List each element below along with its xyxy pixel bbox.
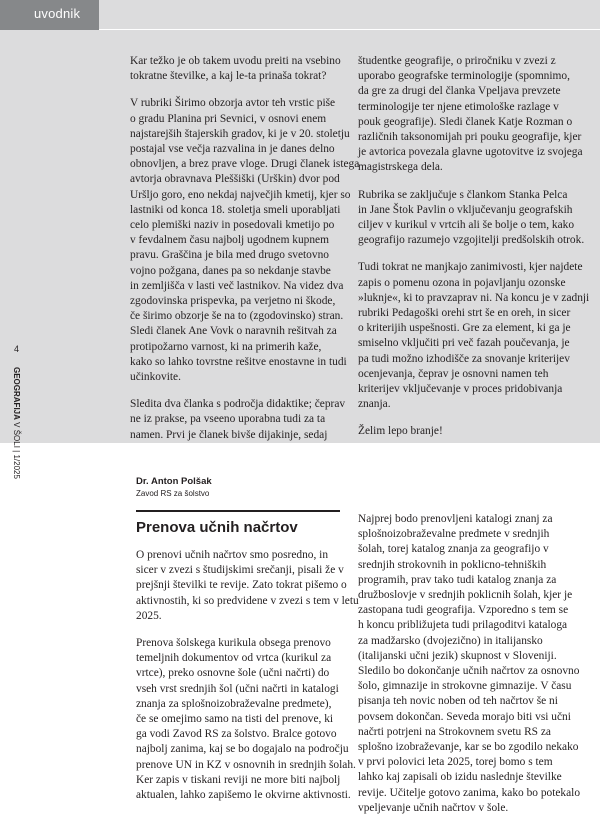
- journal-name: GEOGRAFIJA: [12, 367, 21, 420]
- section-tab-label: uvodnik: [34, 6, 81, 21]
- article-affiliation: Zavod RS za šolstvo: [136, 489, 210, 498]
- text-line: lahko kaj zapisali ob izidu naslednje številke: [358, 771, 562, 784]
- text-line: programih, prav tako tudi katalog znanja za: [358, 573, 557, 586]
- text-line: ciljev v kurikul v vrtcih ali še bolje o tem, kako: [358, 219, 575, 232]
- text-line: kako so lahko tovrstne rešitve enostavne in tudi: [130, 355, 347, 368]
- text-line: 2025.: [136, 609, 162, 622]
- text-line: kriterijev vključevanje v proces pridobivanja: [358, 383, 563, 396]
- text-line: splošnoizobraževalne predmete v srednjih: [358, 528, 550, 541]
- text-line: najbolj zanima, kaj se bo dogajalo na področju: [136, 743, 349, 756]
- text-line: znanja.: [358, 398, 391, 411]
- text-line: srednjih strokovnih in poklicno-tehniških: [358, 558, 547, 571]
- text-line: smiselno vključiti pri več fazah poučevanja, je: [358, 337, 570, 350]
- text-line: če se omejimo samo na tisti del prenove, ki: [136, 713, 334, 726]
- text-line: Najprej bodo prenovljeni katalogi znanj za: [358, 513, 553, 525]
- text-line: V rubriki Širimo obzorja avtor teh vrstic piše: [130, 97, 336, 110]
- text-line: o kriterijih uspešnosti. Gre za element, ki ga je: [358, 322, 571, 335]
- text-line: pa tudi možno izhodišče za snovanje kriterijev: [358, 352, 570, 365]
- paragraph: [130, 397, 346, 443]
- text-line: aktivnostih, ki so predvidene v zvezi s tem v letu: [136, 594, 359, 607]
- text-line: Tudi tokrat ne manjkajo zanimivosti, kjer najdete: [358, 261, 583, 274]
- text-line: O prenovi učnih načrtov smo posredno, in: [136, 549, 329, 561]
- article-left-column: [136, 548, 359, 815]
- text-line: zgodovinska prispevka, pa verjetno ni škode,: [130, 295, 336, 308]
- article-title: Prenova učnih načrtov: [136, 519, 298, 536]
- text-line: Želim lepo branje!: [358, 425, 443, 438]
- text-line: revije. Učitelje gotovo zanima, kako bo potekalo: [358, 786, 581, 799]
- text-line: da gre za drugi del članka Vpeljava prevzete: [358, 85, 561, 98]
- text-line: sicer v zvezi s študijskimi srečanji, pisali že v: [136, 564, 344, 577]
- article-right-column: [358, 512, 581, 828]
- text-line: splošno izobraževanje, kar se bo zgodilo nekako: [358, 741, 579, 754]
- text-line: temeljnih dokumentov od vrtca (kurikul za: [136, 652, 332, 665]
- text-line: geografijo razumejo vzgojitelji predšolskih otrok.: [358, 234, 585, 247]
- text-line: lastniki od konca 18. stoletja smeli uporabljati: [130, 203, 341, 216]
- text-line: vpeljevanje učnih načrtov v šole.: [358, 801, 509, 814]
- text-line: magistrskega dela.: [358, 161, 443, 174]
- paragraph: [358, 54, 583, 176]
- text-line: pouk geografije). Sledi članek Katje Rozman o: [358, 115, 573, 128]
- paragraph: [130, 96, 360, 385]
- text-line: pisanja teh novic noben od teh načrtov še ni: [358, 695, 558, 708]
- section-tab: [0, 0, 99, 30]
- text-line: terminologije ter njene etimološke razlage v: [358, 100, 559, 113]
- title-rule: [136, 510, 340, 512]
- text-line: postajal vse večja razvalina in je danes delno: [130, 143, 335, 156]
- text-line: Uršljo goro, eno nekdaj največjih kmetij, kjer so: [130, 188, 351, 201]
- text-line: najstarejših štajerskih gradov, ki je v 20. stoletju: [130, 127, 350, 140]
- article-author: Dr. Anton Polšak: [136, 476, 212, 487]
- text-line: uporabo geografske terminologije (spomnimo,: [358, 70, 570, 83]
- text-line: Ker zapis v tiskani reviji ne more biti najbolj: [136, 773, 341, 786]
- paragraph: [358, 260, 590, 412]
- text-line: Sledita dva članka s področja didaktike; čeprav: [130, 398, 346, 411]
- text-line: avtorja obravnava Pleššiški (Urškin) dvor pod: [130, 173, 340, 186]
- text-line: in Jane Štok Pavlin o vključevanju geografskih: [358, 203, 573, 216]
- text-line: tokratne številke, a kaj le-ta prinaša tokrat?: [130, 70, 327, 83]
- text-line: celo plemiški naziv in posedovali kmetijo po: [130, 219, 335, 232]
- text-line: šolah, torej katalog znanja za geografijo v: [358, 543, 549, 556]
- text-line: o gradu Planina pri Sevnici, v osnovi enem: [130, 112, 327, 125]
- text-line: načrti potrjeni na Strokovnem svetu RS za: [358, 725, 551, 738]
- text-line: znanja za splošnoizobraževalne predmete),: [136, 697, 332, 710]
- text-line: zastopana tudi geografija. Vzporedno s tem se: [358, 604, 569, 617]
- text-line: »luknje«, ki to pravzaprav ni. Na koncu je v zadnji: [358, 291, 590, 304]
- paragraph: [136, 636, 356, 803]
- journal-issue: V ŠOLI | 1/2025: [12, 419, 21, 479]
- text-line: družboslovje v srednjih poklicnih šolah, kjer je: [358, 589, 573, 602]
- editorial-left-column: [130, 54, 360, 455]
- paragraph: [358, 424, 566, 439]
- text-line: namen. Prvi je članek bivše dijakinje, sedaj: [130, 428, 328, 441]
- text-line: za madžarsko (dvojezično) in italijansko: [358, 634, 543, 647]
- text-line: šolo, gimnazije in strokovne gimnazije. V času: [358, 680, 572, 693]
- text-line: različnih taksonomijah pri pouku geografije, kjer: [358, 131, 582, 144]
- text-line: pravu. Graščina je bila med drugo svetovno: [130, 249, 329, 262]
- text-line: vojno požgana, danes pa so nekdanje stavbe: [130, 264, 331, 277]
- text-line: (italijanski učni jezik) skupnost v Sloveniji.: [358, 649, 557, 662]
- text-line: ne iz prakse, pa vseeno uporabna tudi za ta: [130, 413, 326, 426]
- paragraph: [358, 512, 581, 816]
- text-line: in zemljišča v lasti več lastnikov. Na videz dva: [130, 279, 344, 292]
- text-line: zapis o pomenu ozona in pojavljanju ozonske: [358, 276, 566, 289]
- text-line: ocenjevanja, čeprav je osnovni namen teh: [358, 367, 549, 380]
- text-line: povsem dokončan. Seveda morajo biti vsi učni: [358, 710, 571, 723]
- text-line: protipožarno varnost, ki na primerih kaže,: [130, 340, 322, 353]
- journal-running-head: [12, 367, 21, 479]
- text-line: je avtorica povezala glavne ugotovitve iz svojega: [358, 146, 583, 159]
- editorial-right-column: [358, 54, 590, 452]
- text-line: študentke geografije, o priročniku v zvezi z: [358, 55, 556, 67]
- paragraph: [136, 548, 359, 624]
- text-line: ga vodi Zavod RS za šolstvo. Bralce gotovo: [136, 728, 337, 741]
- text-line: vseh vrst srednjih šol (učni načrti in katalogi: [136, 682, 339, 695]
- text-line: obnovljen, a brez prave vloge. Drugi članek istega: [130, 158, 360, 171]
- text-line: Sledilo bo dokončanje učnih načrtov za osnovno: [358, 665, 580, 678]
- text-line: prenove UN in KZ v osnovnih in srednjih šolah.: [136, 758, 356, 771]
- text-line: h koncu približujeta tudi prilagoditvi kataloga: [358, 619, 568, 632]
- text-line: učinkovite.: [130, 371, 181, 384]
- text-line: Rubrika se zaključuje s člankom Stanka Pelca: [358, 188, 568, 201]
- text-line: rubriki Pedagoški orehi strt še en oreh, in sicer: [358, 307, 571, 320]
- header-rule: [99, 29, 600, 30]
- paragraph: [130, 54, 341, 84]
- text-line: Prenova šolskega kurikula obsega prenovo: [136, 637, 331, 650]
- text-line: Sledi članek Ane Vovk o naravnih rešitvah za: [130, 325, 337, 338]
- text-line: v fevdalnem času najbolj ugodnem kupnem: [130, 234, 329, 247]
- page-number: 4: [14, 344, 20, 354]
- text-line: če širimo obzorje še na to (zgodovinsko) stran.: [130, 310, 344, 323]
- text-line: v prvi polovici leta 2025, torej bomo s tem: [358, 756, 553, 769]
- text-line: aktualen, lahko zapišemo le okvirne aktivnosti.: [136, 789, 351, 802]
- paragraph: [358, 188, 585, 249]
- text-line: vrtce), preko osnovne šole (učni načrti) do: [136, 667, 330, 680]
- text-line: prejšnji številki te revije. Zato tokrat pišemo o: [136, 579, 347, 592]
- text-line: Kar težko je ob takem uvodu preiti na vsebino: [130, 55, 341, 67]
